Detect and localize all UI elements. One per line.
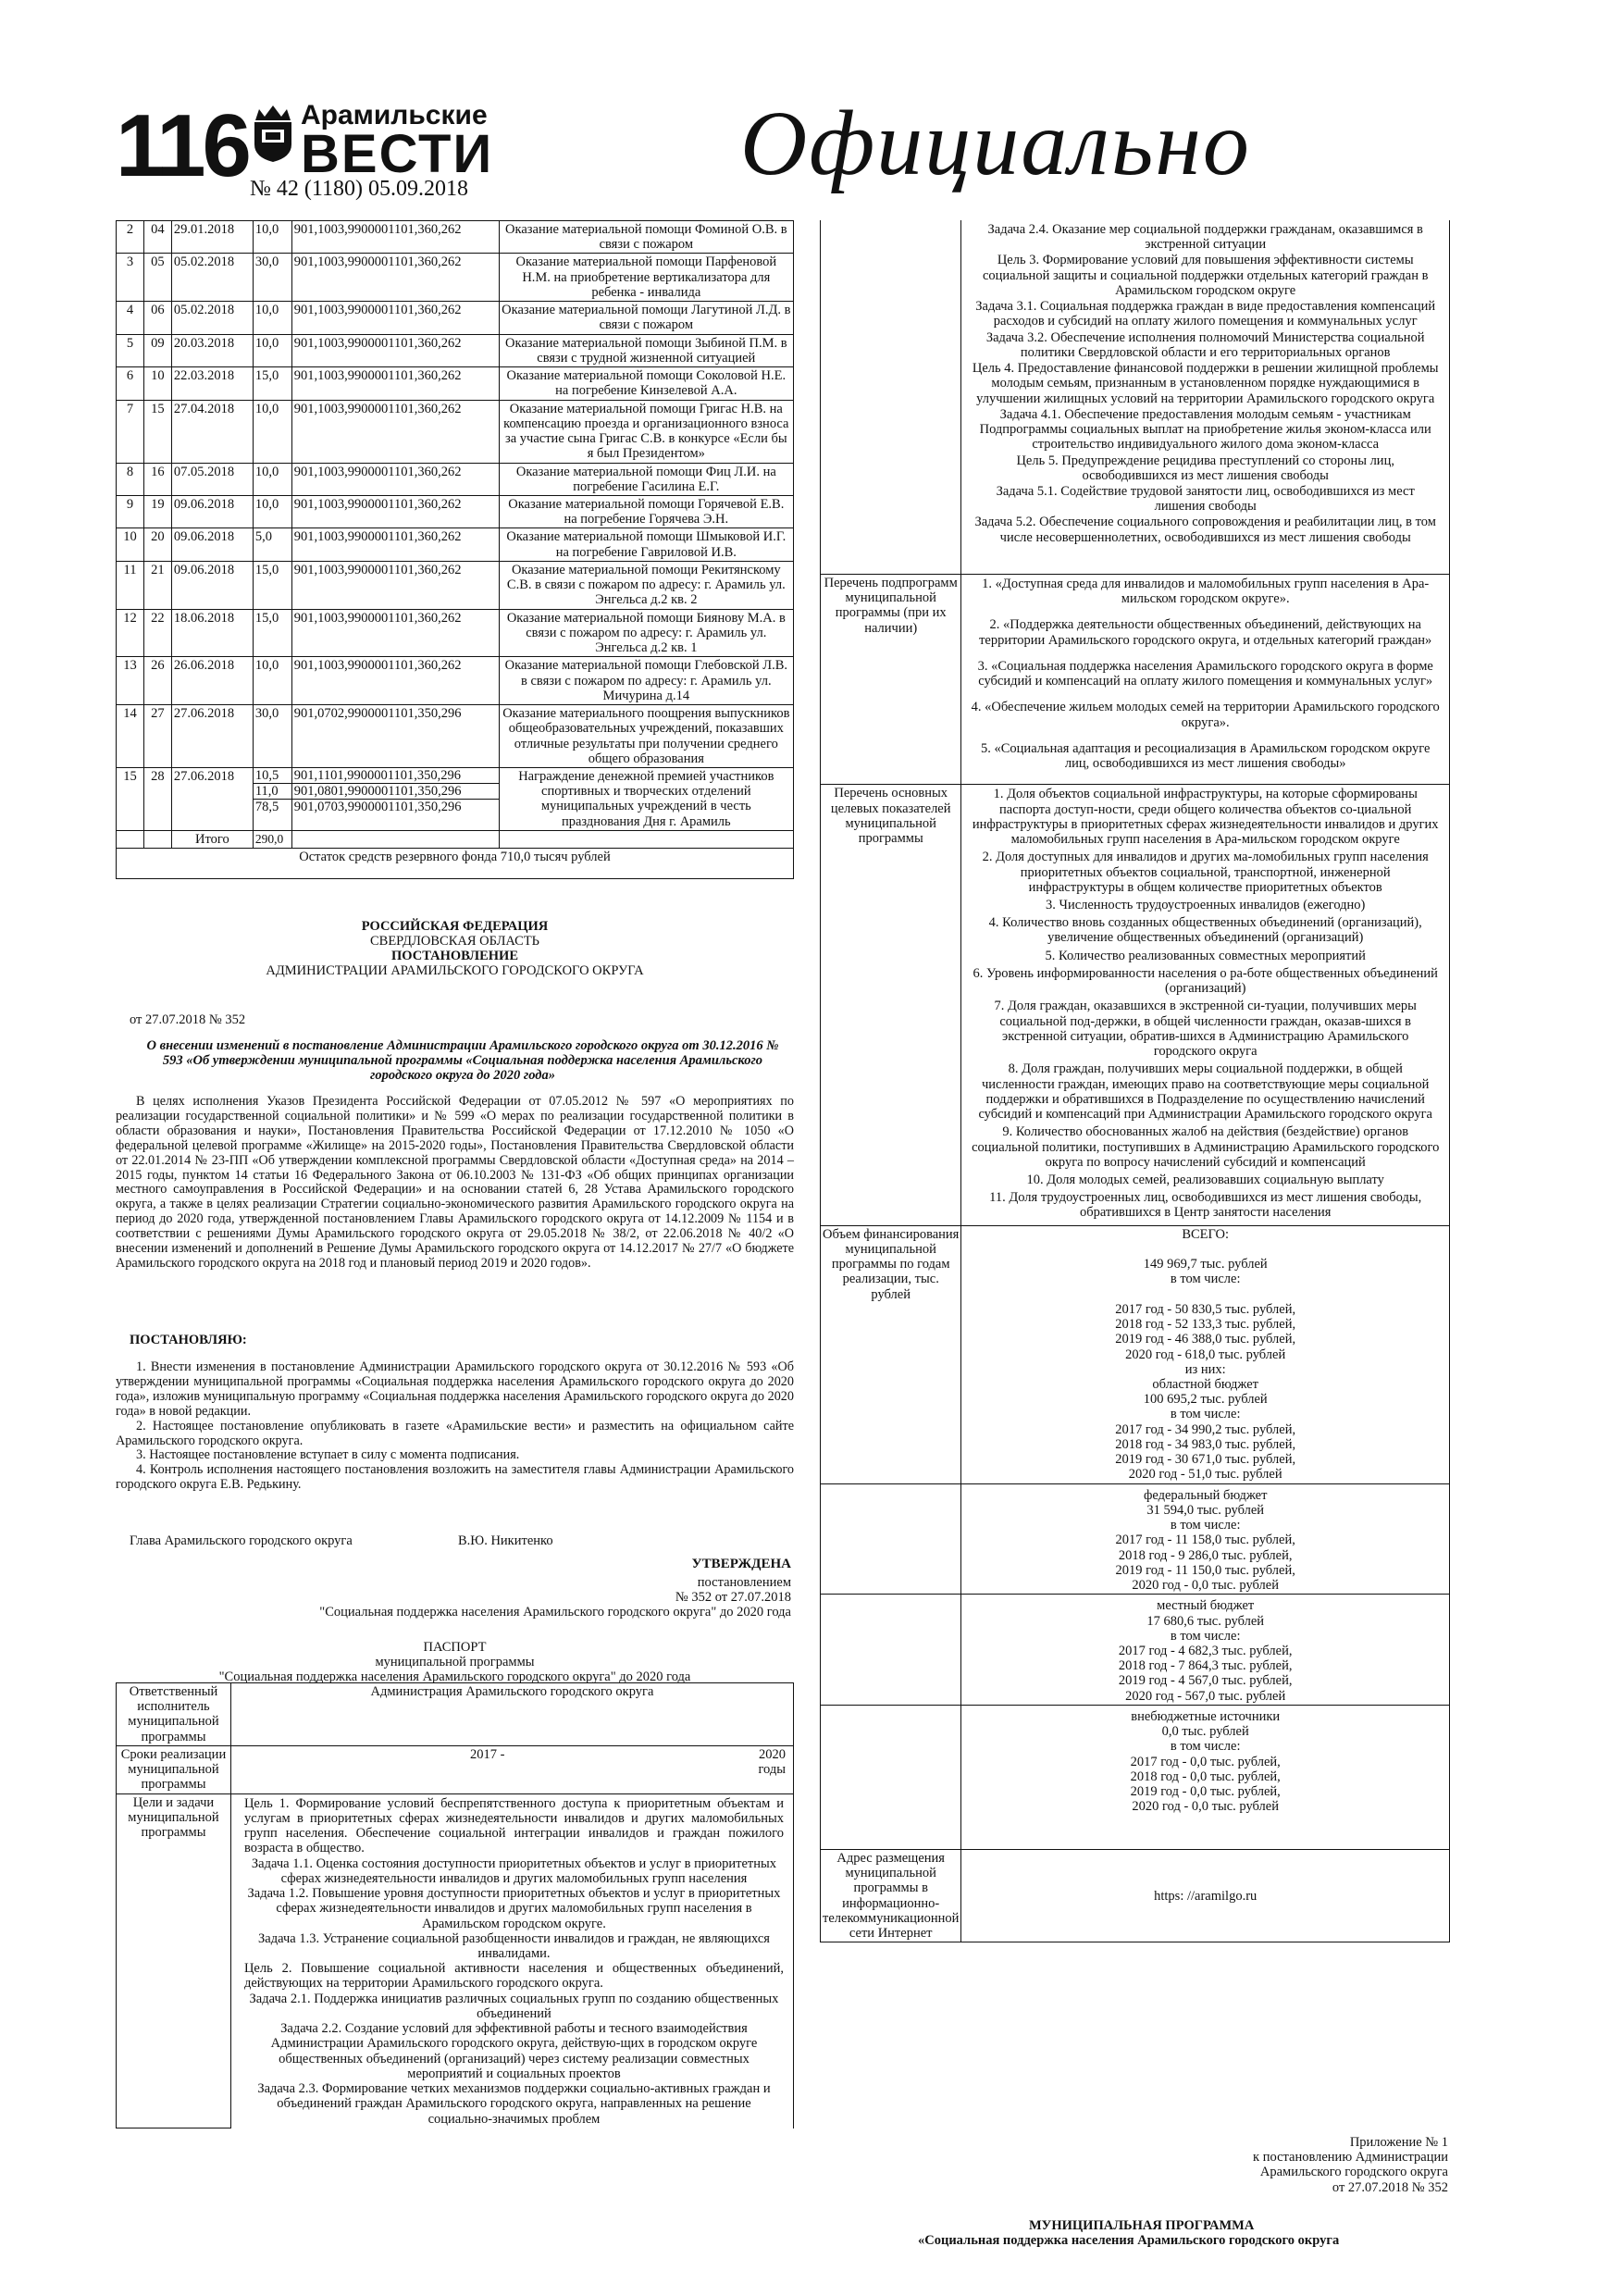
goal-line: Задача 4.1. Обеспечение предоставления молодым семьям - участникам Подпрограммы социальных выплат на приобретение жилья эконом-класса или строительство индивидуального жилого дома эконом-класса xyxy=(979,406,1431,453)
table-cell: Оказание материальной помощи Горячевой Е.В. на погребение Горячева Э.Н. xyxy=(499,495,793,527)
table-cell: 06 xyxy=(143,302,171,334)
goals-label-cell xyxy=(821,220,961,575)
finance-line: 31 594,0 тыс. рублей xyxy=(1146,1502,1265,1518)
remainder-row xyxy=(117,849,794,879)
table-row xyxy=(117,767,794,830)
goal-line: Цель 1. Формирование условий беспрепятственного доступа к приоритетным объектам и услугам в приоритетных сферах жизнедеятельности инвалидов и других маломобильных групп населения. Обеспечение социальной интеграции инвалидов и граждан пожилого возраста в общество. xyxy=(243,1795,784,1856)
table-cell: 15 xyxy=(117,767,144,830)
indicators-list xyxy=(961,785,1450,1225)
table-cell: 07.05.2018 xyxy=(171,463,253,495)
sub-code: 901,1101,9900001101,350,296 xyxy=(292,768,499,784)
finance-label-cont xyxy=(821,1595,961,1706)
passport-row-value xyxy=(230,1745,793,1793)
sub-code: 901,0801,9900001101,350,296 xyxy=(292,784,499,800)
section-title: Официально xyxy=(740,92,1251,194)
indicator-item: 6. Уровень информированности населения о ра-боте общественных объединений (организаций) xyxy=(973,965,1438,997)
finance-line: 2018 год - 0,0 тыс. рублей, xyxy=(1130,1769,1281,1784)
decree-country: РОССИЙСКАЯ ФЕДЕРАЦИЯ xyxy=(361,919,549,934)
goal-line: Задача 5.2. Обеспечение социального сопровождения и реабилитации лиц, в том числе несовершеннолетних, освободившихся из мест лишения свободы xyxy=(974,515,1436,545)
indicator-item: 5. Количество реализованных совместных мероприятий xyxy=(1045,948,1366,963)
subprograms-label: Перечень подпрограмм муниципальной программы (при их наличии) xyxy=(821,575,961,785)
finance-line: 2018 год - 9 286,0 тыс. рублей, xyxy=(1118,1547,1293,1563)
table-cell: 19 xyxy=(143,495,171,527)
table-cell: 05 xyxy=(143,254,171,302)
total-label: Итого xyxy=(171,830,253,848)
table-cell: Оказание материальной помощи Григас Н.В. на компенсацию проезда и организационного взноса за участие сына Григас С.В. в конкурсе «Если бы я был Президентом» xyxy=(499,400,793,463)
table-cell: Оказание материального поощрения выпускников общеобразовательных учреждений, показавших отличные результаты при получении среднего общего образования xyxy=(499,705,793,768)
approved-line-1: постановлением xyxy=(697,1575,791,1590)
table-cell: 5 xyxy=(117,334,144,366)
finance-line: 2018 год - 7 864,3 тыс. рублей, xyxy=(1118,1658,1293,1674)
goal-line: Задача 5.1. Содействие трудовой занятости лиц, освободившихся из мест лишения свободы xyxy=(996,483,1415,515)
table-cell: 10 xyxy=(143,367,171,400)
decree-region: СВЕРДЛОВСКАЯ ОБЛАСТЬ xyxy=(369,934,540,949)
table-cell: 27 xyxy=(143,705,171,768)
finance-line xyxy=(963,1242,1447,1257)
indicator-item: 9. Количество обоснованных жалоб на действия (бездействие) органов социальной политики, поступивших в Администрацию Арамильского городского округа по вопросу начислений субсидий и компенсаций xyxy=(972,1124,1440,1170)
passport-goals xyxy=(230,1793,793,2128)
finance-line: 2019 год - 0,0 тыс. рублей, xyxy=(1130,1784,1281,1800)
indicator-item: 4. Количество вновь созданных общественных объединений (организаций), увеличение общественных объединений (организаций) xyxy=(988,915,1422,946)
decree-item: 2. Настоящее постановление опубликовать в газете «Арамильские вести» и разместить на официальном сайте Арамильского городского округа. xyxy=(116,1418,794,1448)
table-cell: 30,0 xyxy=(253,705,291,768)
table-cell xyxy=(253,767,291,830)
table-cell: 05.02.2018 xyxy=(171,254,253,302)
table-cell: 28 xyxy=(143,767,171,830)
table-cell: 10,0 xyxy=(253,400,291,463)
passport-row-label: Цели и задачи муниципальной программы xyxy=(117,1793,231,2128)
decree-item: 4. Контроль исполнения настоящего постановления возложить на заместителя главы Администрации Арамильского городского округа Е.В. Редькину. xyxy=(116,1462,794,1493)
table-cell: 13 xyxy=(117,657,144,705)
finance-line: 2017 год - 4 682,3 тыс. рублей, xyxy=(1118,1644,1293,1658)
indicator-item: 2. Доля доступных для инвалидов и других ма-ломобильных групп населения приоритетных объектов социальной, транспортной, инженерной инфраструктуры в общем количестве приоритетных объектов xyxy=(982,850,1429,895)
finance-line: 17 680,6 тыс. рублей xyxy=(1146,1613,1265,1629)
approved-line-2: № 352 от 27.07.2018 xyxy=(675,1590,791,1605)
finance-line: 100 695,2 тыс. рублей xyxy=(1143,1392,1268,1408)
decree-item: 3. Настоящее постановление вступает в силу с момента подписания. xyxy=(136,1447,520,1463)
table-row xyxy=(117,705,794,768)
address-label: Адрес размещения муниципальной программы в информационно-телекоммуникационной сети Интернет xyxy=(821,1849,961,1942)
relief-payments-table xyxy=(116,220,794,879)
table-cell: 11 xyxy=(117,561,144,609)
subprogram-item: 4. «Обеспечение жильем молодых семей на территории Арамильского городского округа». xyxy=(971,700,1440,730)
table-cell: 10,0 xyxy=(253,463,291,495)
decree-item: 1. Внести изменения в постановление Администрации Арамильского городского округа от 30.12.2016 № 593 «Об утверждении муниципальной программы «Социальная поддержка населения Арамильского городского округа до 2020 года», изложив муниципальную программу «Социальная поддержка населения Арамильского городского округа до 2020 года» в новой редакции. xyxy=(116,1359,794,1419)
decree-title: О внесении изменений в постановление Администрации Арамильского городского округа от 30.12.2016 № 593 «Об утверждении муниципальной программы «Социальная поддержка населения Арамильского городского округа до 2020 года» xyxy=(146,1038,779,1084)
table-cell: Оказание материальной помощи Глебовской Л.В. в связи с пожаром по адресу: г. Арамиль ул. Мичурина д.14 xyxy=(499,657,793,705)
table-cell: 901,1003,9900001101,360,262 xyxy=(291,609,499,657)
table-cell: Оказание материальной помощи Зыбиной П.М. в связи с трудной жизненной ситуацией xyxy=(499,334,793,366)
table-cell: 27.06.2018 xyxy=(171,767,253,830)
table-cell: 30,0 xyxy=(253,254,291,302)
subprogram-item: 1. «Доступная среда для инвалидов и маломобильных групп населения в Ара-мильском городском округе». xyxy=(982,577,1430,607)
table-cell: 10,0 xyxy=(253,302,291,334)
table-cell: 901,1003,9900001101,360,262 xyxy=(291,302,499,334)
table-cell: 901,1003,9900001101,360,262 xyxy=(291,463,499,495)
table-cell: 26 xyxy=(143,657,171,705)
table-cell: 18.06.2018 xyxy=(171,609,253,657)
finance-line: в том числе: xyxy=(1170,1272,1241,1287)
finance-line: 2020 год - 0,0 тыс. рублей xyxy=(1132,1578,1279,1594)
finance-line: 149 969,7 тыс. рублей xyxy=(1143,1257,1268,1272)
goal-line: Задача 1.3. Устранение социальной разобщенности инвалидов и граждан, не являющихся инвалидами. xyxy=(258,1930,770,1961)
goal-line: Задача 1.1. Оценка состояния доступности приоритетных объектов и услуг в приоритетных сферах жизнедеятельности инвалидов и других маломобильных групп населения xyxy=(251,1855,777,1886)
finance-line: ВСЕГО: xyxy=(1182,1226,1230,1242)
page-number: 116 xyxy=(116,96,248,195)
table-cell: 09.06.2018 xyxy=(171,495,253,527)
finance-line: 0,0 тыс. рублей xyxy=(1161,1724,1249,1740)
table-cell: 901,1003,9900001101,360,262 xyxy=(291,254,499,302)
passport-table-continued xyxy=(820,220,1450,1942)
brand-top: Арамильские xyxy=(301,100,488,130)
table-cell: 22 xyxy=(143,609,171,657)
passport-title: ПАСПОРТ xyxy=(423,1640,487,1655)
finance-line: 2020 год - 618,0 тыс. рублей xyxy=(1125,1347,1286,1362)
table-cell: 6 xyxy=(117,367,144,400)
finance-line: 2019 год - 4 567,0 тыс. рублей, xyxy=(1118,1673,1293,1689)
passport-row-value: Администрация Арамильского городского округа xyxy=(230,1683,793,1746)
finance-line: 2019 год - 30 671,0 тыс. рублей, xyxy=(1115,1452,1296,1468)
passport-table xyxy=(116,1682,794,2128)
decree-items xyxy=(116,1360,794,1493)
finance-line: 2017 год - 50 830,5 тыс. рублей, xyxy=(1115,1301,1296,1317)
table-cell: 20.03.2018 xyxy=(171,334,253,366)
table-cell: 4 xyxy=(117,302,144,334)
table-cell: 09 xyxy=(143,334,171,366)
goals-continued xyxy=(961,220,1450,575)
table-cell: 901,1003,9900001101,360,262 xyxy=(291,400,499,463)
signature-name: В.Ю. Никитенко xyxy=(458,1533,553,1548)
subprogram-item: 5. «Социальная адаптация и ресоциализация в Арамильском городском округе лиц, освободившихся из мест лишения свободы» xyxy=(981,740,1431,772)
table-cell: 10,0 xyxy=(253,221,291,254)
sub-sum: 11,0 xyxy=(254,784,291,800)
finance-line: 2020 год - 51,0 тыс. рублей xyxy=(1128,1467,1282,1483)
table-cell: 27.06.2018 xyxy=(171,705,253,768)
finance-label-cont xyxy=(821,1705,961,1849)
finance-line: из них: xyxy=(1184,1361,1226,1377)
table-row xyxy=(117,561,794,609)
sub-sum: 78,5 xyxy=(254,800,279,815)
table-cell xyxy=(499,830,793,848)
finance-line: 2019 год - 46 388,0 тыс. рублей, xyxy=(1115,1332,1296,1347)
goal-line: Задача 3.2. Обеспечение исполнения полномочий Министерства социальной политики Свердловской области и его территориальных органов xyxy=(985,329,1425,360)
signature-role: Глава Арамильского городского округа xyxy=(130,1533,353,1548)
table-cell: 3 xyxy=(117,254,144,302)
table-cell: 22.03.2018 xyxy=(171,367,253,400)
goal-line: Задача 1.2. Повышение уровня доступности приоритетных объектов и услуг в приоритетных сферах жизнедеятельности инвалидов и других маломобильных групп населения в Арамильском городском округе. xyxy=(247,1886,781,1931)
finance-line: 2019 год - 11 150,0 тыс. рублей, xyxy=(1115,1562,1295,1578)
table-row xyxy=(117,657,794,705)
appendix-line: к постановлению Администрации xyxy=(1253,2150,1448,2166)
indicator-item: 8. Доля граждан, получивших меры социальной поддержки, в общей численности граждан, имеющих право на соответствующие меры социальной поддержки и обратившихся в Подразделение по осуществлению начислений субсидий и компенсаций при Администрации Арамильского городского округа xyxy=(978,1061,1432,1123)
table-cell xyxy=(291,767,499,830)
table-cell: 15,0 xyxy=(253,561,291,609)
finance-line: 2020 год - 567,0 тыс. рублей xyxy=(1125,1688,1286,1704)
goal-line: Задача 2.2. Создание условий для эффективной работы и тесного взаимодействия Администрации Арамильского городского округа, действую-щих в городском округе общественных объединений (организаций) через систему реализации совместных мероприятий и социальных проектов xyxy=(270,2021,758,2081)
table-cell: 15,0 xyxy=(253,367,291,400)
table-cell: Оказание материальной помощи Парфеновой Н.М. на приобретение вертикализатора для ребенка - инвалида xyxy=(499,254,793,302)
table-cell: 09.06.2018 xyxy=(171,528,253,561)
indicator-item: 3. Численность трудоустроенных инвалидов (ежегодно) xyxy=(1046,897,1366,912)
table-cell: Оказание материальной помощи Шмыковой И.Г. на погребение Гавриловой И.В. xyxy=(499,528,793,561)
subprograms-list xyxy=(961,575,1450,785)
table-cell: 04 xyxy=(143,221,171,254)
goal-line: Задача 2.4. Оказание мер социальной поддержки гражданам, оказавшимся в экстренной ситуации xyxy=(987,222,1423,253)
finance-line: федеральный бюджет xyxy=(1143,1487,1268,1503)
table-cell xyxy=(291,830,499,848)
decree-preamble: В целях исполнения Указов Президента Российской Федерации от 07.05.2012 № 597 «О мероприятиях по реализации государственной социальной политики» и № 599 «О мерах по реализации государственной политики в области образования и науки», Постановления Правительства Российской Федерации от 17.12.2010 № 1050 «О федеральной целевой программе «Жилище» на 2015-2020 годы», Постановления Правительства Свердловской области от 22.01.2014 № 23-ПП «Об утверждении комплексной программы Свердловской области «Доступная среда» на 2014 – 2015 годы, пунктом 14 статьи 16 Федерального Закона от 06.10.2003 № 131-ФЗ «Об общих принципах организации местного самоуправления в Российской Федерации» и на основании статей 6, 28 Устава Арамильского городского округа, а также в целях реализации Стратегии социально-экономического развития Арамильского городского округа на период до 2020 года, утвержденной постановлением Главы Арамильского городского округа от 14.12.2009 № 1154 и в соответствии с решениями Думы Арамильского городского округа от 29.05.2018 № 38/2, от 22.06.2018 № 40/2 «О внесении изменений и дополнений в Решение Думы Арамильского городского округа от 14.12.2017 № 27/7 «О бюджете Арамильского городского округа на 2018 год и плановый период 2019 и 2020 годов». xyxy=(116,1094,794,1271)
table-cell: 901,1003,9900001101,360,262 xyxy=(291,561,499,609)
table-row xyxy=(117,495,794,527)
table-cell: Оказание материальной помощи Фиц Л.И. на погребение Гасилина Е.Г. xyxy=(499,463,793,495)
table-cell xyxy=(117,830,144,848)
table-cell: 29.01.2018 xyxy=(171,221,253,254)
decree-resolve: ПОСТАНОВЛЯЮ: xyxy=(130,1333,247,1347)
indicator-item: 10. Доля молодых семей, реализовавших социальную выплату xyxy=(1026,1172,1384,1187)
table-cell: 21 xyxy=(143,561,171,609)
approved-line-3: "Социальная поддержка населения Арамильского городского округа" до 2020 года xyxy=(319,1605,791,1620)
finance-line: 2017 год - 34 990,2 тыс. рублей, xyxy=(1115,1421,1296,1437)
goal-line: Цель 5. Предупреждение рецидива преступлений со стороны лиц, освободившихся из мест лишения свободы xyxy=(1016,453,1394,483)
appendix-line: Приложение № 1 xyxy=(1349,2135,1448,2150)
finance-line: в том числе: xyxy=(1170,1518,1241,1533)
table-row xyxy=(117,334,794,366)
table-cell: 901,1003,9900001101,360,262 xyxy=(291,495,499,527)
table-row xyxy=(117,400,794,463)
passport-row-label: Ответственный исполнитель муниципальной программы xyxy=(117,1683,231,1746)
finance-label-cont xyxy=(821,1483,961,1595)
finance-line: областной бюджет xyxy=(1152,1377,1258,1393)
finance-line: 2018 год - 52 133,3 тыс. рублей, xyxy=(1115,1317,1296,1333)
total-value: 290,0 xyxy=(253,830,291,848)
goal-line: Задача 2.1. Поддержка инициатив различных социальных групп по созданию общественных объединений xyxy=(249,1991,779,2021)
table-cell: 27.04.2018 xyxy=(171,400,253,463)
table-cell: 05.02.2018 xyxy=(171,302,253,334)
table-cell: 10,0 xyxy=(253,334,291,366)
table-row xyxy=(117,221,794,254)
table-cell: 2 xyxy=(117,221,144,254)
finance-line: 2018 год - 34 983,0 тыс. рублей, xyxy=(1115,1436,1296,1452)
term-end: 2020 годы xyxy=(758,1746,786,1778)
subprogram-item: 3. «Социальная поддержка населения Арамильского городского округа в форме субсидий и компенсаций на оплату жилого помещения и коммунальных услуг» xyxy=(977,658,1433,689)
finance-line: внебюджетные источники xyxy=(1131,1708,1281,1724)
passport-sub-1: муниципальной программы xyxy=(375,1655,535,1669)
sub-code: 901,0703,9900001101,350,296 xyxy=(293,800,462,815)
term-start: 2017 - xyxy=(469,1746,505,1762)
finance-line: в том числе: xyxy=(1170,1628,1241,1644)
indicator-item: 1. Доля объектов социальной инфраструктуры, на которые сформированы паспорта доступ-ности, среди общего количества объектов со-циальной инфраструктуры в приоритетных сферах жизнедеятельности инвалидов и других маломобильных групп населения в Ара-мильском городском округе xyxy=(972,787,1439,848)
table-cell: 26.06.2018 xyxy=(171,657,253,705)
passport-sub-2: "Социальная поддержка населения Арамильского городского округа" до 2020 года xyxy=(218,1669,691,1684)
table-cell: 9 xyxy=(117,495,144,527)
goal-line: Задача 2.3. Формирование четких механизмов поддержки социально-активных граждан и объединений граждан Арамильского городского округа, направленных на решение социально-значимых проблем xyxy=(257,2081,771,2127)
table-cell: 901,1003,9900001101,360,262 xyxy=(291,657,499,705)
table-cell: 15,0 xyxy=(253,609,291,657)
finance-local xyxy=(961,1595,1450,1706)
finance-line: в том числе: xyxy=(1170,1739,1241,1755)
table-cell: 901,1003,9900001101,360,262 xyxy=(291,221,499,254)
goal-line: Цель 4. Предоставление финансовой поддержки в решении жилищной проблемы молодым семьям, признанным в установленном порядке нуждающимися в улучшении жилищных условий на территории Арамильского городского округа xyxy=(972,361,1439,406)
table-cell: 10 xyxy=(117,528,144,561)
table-cell: 901,1003,9900001101,360,262 xyxy=(291,528,499,561)
indicator-item: 7. Доля граждан, оказавшихся в экстренной си-туации, получивших меры социальной под-держки, в общей численности граждан, оказав-шихся в экстренной ситуации, обратив-шихся в Администрацию Арамильского городского округа xyxy=(994,999,1417,1060)
table-cell: 10,0 xyxy=(253,657,291,705)
subprogram-item: 2. «Поддержка деятельности общественных объединений, действующих на территории Арамильского городского округа, и отдельных категорий граждан» xyxy=(979,617,1432,648)
table-cell: Оказание материальной помощи Рекитянскому С.В. в связи с пожаром по адресу: г. Арамиль ул. Энгельса д.2 кв. 2 xyxy=(499,561,793,609)
table-cell: 7 xyxy=(117,400,144,463)
table-cell: 901,0702,9900001101,350,296 xyxy=(291,705,499,768)
goal-line: Цель 2. Повышение социальной активности населения и общественных объединений, действующих на территории Арамильского городского округа. xyxy=(243,1961,784,1992)
finance-line: местный бюджет xyxy=(1157,1598,1255,1614)
table-cell: 09.06.2018 xyxy=(171,561,253,609)
table-cell: 901,1003,9900001101,360,262 xyxy=(291,367,499,400)
sub-sum: 10,5 xyxy=(254,768,291,784)
table-row xyxy=(117,463,794,495)
finance-label: Объем финансирования муниципальной программы по годам реализации, тыс. рублей xyxy=(821,1225,961,1483)
table-row xyxy=(117,254,794,302)
finance-federal xyxy=(961,1483,1450,1595)
table-cell: 12 xyxy=(117,609,144,657)
remainder-text: Остаток средств резервного фонда 710,0 тысяч рублей xyxy=(117,849,794,879)
decree-type: ПОСТАНОВЛЕНИЕ xyxy=(390,949,518,963)
table-row xyxy=(117,528,794,561)
table-cell: 901,1003,9900001101,360,262 xyxy=(291,334,499,366)
table-cell: 15 xyxy=(143,400,171,463)
indicator-item: 11. Доля трудоустроенных лиц, освободившихся из мест лишения свободы, обратившихся в Центр занятости населения xyxy=(989,1190,1422,1221)
passport-row-label: Сроки реализации муниципальной программы xyxy=(117,1745,231,1793)
finance-total xyxy=(961,1225,1450,1483)
brand-name: ВЕСТИ xyxy=(301,124,494,184)
finance-line: 2017 год - 0,0 тыс. рублей, xyxy=(1130,1754,1281,1769)
finance-line: 2017 год - 11 158,0 тыс. рублей, xyxy=(1115,1533,1295,1548)
table-cell: 5,0 xyxy=(253,528,291,561)
finance-line: в том числе: xyxy=(1170,1407,1241,1422)
program-subtitle: «Социальная поддержка населения Арамильского городского округа xyxy=(918,2233,1340,2248)
table-cell: 10,0 xyxy=(253,495,291,527)
program-title: МУНИЦИПАЛЬНАЯ ПРОГРАММА xyxy=(1029,2218,1255,2233)
address-link[interactable]: https: //aramilgo.ru xyxy=(961,1849,1450,1942)
finance-line: 2020 год - 0,0 тыс. рублей xyxy=(1132,1799,1279,1815)
table-row xyxy=(117,367,794,400)
table-cell xyxy=(143,830,171,848)
table-cell: 14 xyxy=(117,705,144,768)
goal-line: Задача 3.1. Социальная поддержка граждан в виде предоставления компенсаций расходов и субсидий на оплату жилого помещения и коммунальных услуг xyxy=(975,299,1436,329)
city-emblem-icon xyxy=(252,104,294,163)
decree-date: от 27.07.2018 № 352 xyxy=(130,1012,246,1027)
decree-issuer: АДМИНИСТРАЦИИ АРАМИЛЬСКОГО ГОРОДСКОГО ОКРУГА xyxy=(266,963,644,978)
finance-extra xyxy=(961,1705,1450,1849)
goal-line: Цель 3. Формирование условий для повышения эффективности системы социальной защиты и социальной поддержки отдельных категорий граждан в Арамильском городском округе xyxy=(982,253,1429,298)
issue-number: № 42 (1180) 05.09.2018 xyxy=(250,177,468,201)
appendix-line: от 27.07.2018 № 352 xyxy=(1332,2179,1448,2195)
table-row xyxy=(117,302,794,334)
table-cell: 20 xyxy=(143,528,171,561)
table-cell: Награждение денежной премией участников спортивных и творческих отделений муниципальных учреждений в честь празднования Дня г. Арамиль xyxy=(499,767,793,830)
table-cell: 8 xyxy=(117,463,144,495)
appendix-block xyxy=(1110,2135,1448,2195)
table-cell: 16 xyxy=(143,463,171,495)
approved-title: УТВЕРЖДЕНА xyxy=(691,1557,791,1571)
indicators-label: Перечень основных целевых показателей муниципальной программы xyxy=(821,785,961,1225)
table-cell: Оказание материальной помощи Лагутиной Л.Д. в связи с пожаром xyxy=(499,302,793,334)
finance-line xyxy=(963,1287,1447,1302)
table-cell: Оказание материальной помощи Биянову М.А. в связи с пожаром по адресу: г. Арамиль ул. Энгельса д.2 кв. 1 xyxy=(499,609,793,657)
appendix-line: Арамильского городского округа xyxy=(1259,2165,1448,2180)
total-row xyxy=(117,830,794,848)
table-cell: Оказание материальной помощи Фоминой О.В. в связи с пожаром xyxy=(499,221,793,254)
table-cell: Оказание материальной помощи Соколовой Н.Е. на погребение Кинзелевой А.А. xyxy=(499,367,793,400)
table-row xyxy=(117,609,794,657)
